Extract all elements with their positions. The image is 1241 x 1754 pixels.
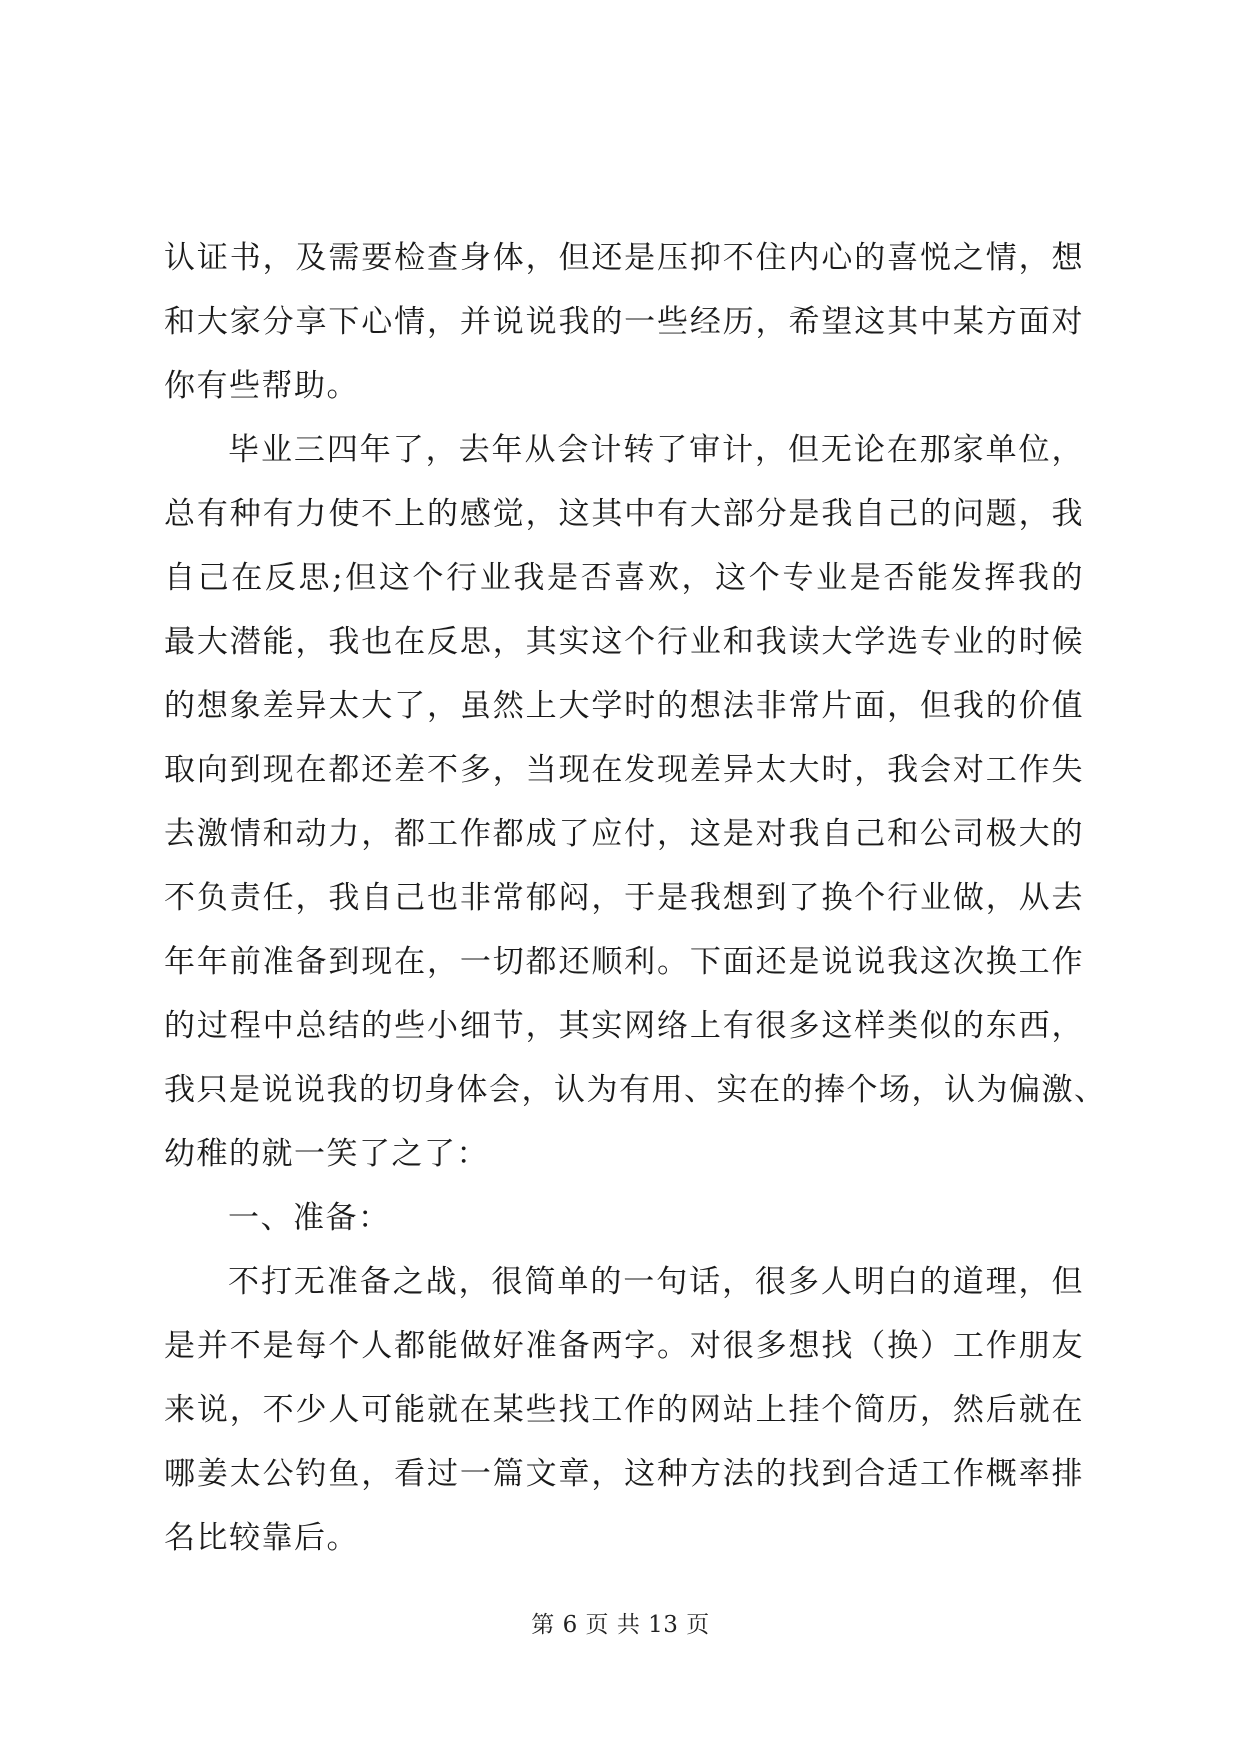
- text-line: 自己在反思;但这个行业我是否喜欢，这个专业是否能发挥我的: [164, 560, 1084, 596]
- text-line: 来说，不少人可能就在某些找工作的网站上挂个简历，然后就在: [164, 1392, 1084, 1428]
- text-line: 年年前准备到现在，一切都还顺利。下面还是说说我这次换工作: [164, 944, 1084, 980]
- text-line: 和大家分享下心情，并说说我的一些经历，希望这其中某方面对: [164, 304, 1084, 340]
- text-line: 的想象差异太大了，虽然上大学时的想法非常片面，但我的价值: [164, 688, 1084, 724]
- text-line: 不负责任，我自己也非常郁闷，于是我想到了换个行业做，从去: [164, 880, 1084, 916]
- text-line: 我只是说说我的切身体会，认为有用、实在的捧个场，认为偏激、: [164, 1072, 1107, 1108]
- text-line: 取向到现在都还差不多，当现在发现差异太大时，我会对工作失: [164, 752, 1084, 788]
- text-line: 的过程中总结的些小细节，其实网络上有很多这样类似的东西，: [164, 1008, 1084, 1044]
- text-line: 认证书，及需要检查身体，但还是压抑不住内心的喜悦之情，想: [164, 240, 1084, 276]
- text-line: 你有些帮助。: [164, 368, 359, 404]
- text-line: 不打无准备之战，很简单的一句话，很多人明白的道理，但: [228, 1264, 1084, 1300]
- text-line: 幼稚的就一笑了之了：: [164, 1136, 489, 1172]
- text-line: 毕业三四年了，去年从会计转了审计，但无论在那家单位，: [228, 432, 1084, 468]
- text-line: 名比较靠后。: [164, 1520, 359, 1556]
- text-line: 最大潜能，我也在反思，其实这个行业和我读大学选专业的时候: [164, 624, 1084, 660]
- document-body: [164, 226, 1107, 1570]
- text-line: 去激情和动力，都工作都成了应付，这是对我自己和公司极大的: [164, 816, 1084, 852]
- text-line: 是并不是每个人都能做好准备两字。对很多想找（换）工作朋友: [164, 1328, 1084, 1364]
- section-heading: 一、准备：: [228, 1200, 391, 1236]
- page-number-footer: 第 6 页 共 13 页: [531, 1612, 710, 1638]
- text-line: 哪姜太公钓鱼，看过一篇文章，这种方法的找到合适工作概率排: [164, 1456, 1084, 1492]
- text-line: 总有种有力使不上的感觉，这其中有大部分是我自己的问题，我: [164, 496, 1084, 532]
